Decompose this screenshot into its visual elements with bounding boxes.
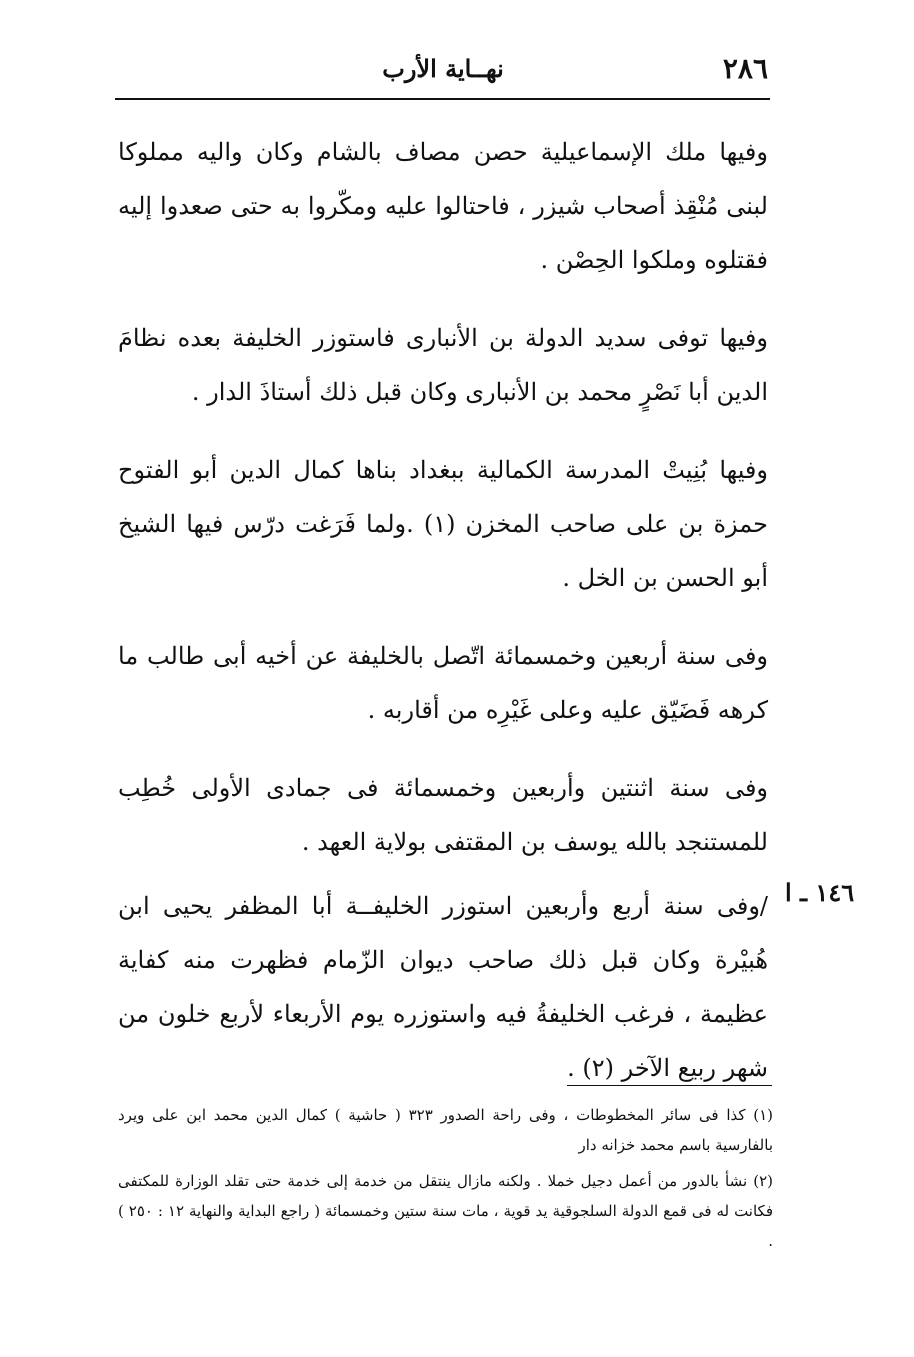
footnote: (١) كذا فى سائر المخطوطات ، وفى راحة الصدور ٣٢٣ ( حاشية ) كمال الدين محمد ابن على ويرد بالفارسية باسم محمد خزانه دار	[118, 1106, 774, 1154]
footnote-rule	[567, 1085, 772, 1086]
manuscript-folio-marker: ١٤٦ ـ ا	[785, 878, 855, 907]
paragraph: /وفى سنة أربع وأربعين استوزر الخليفــة أبا المظفر يحيى ابن هُبيْرة وكان قبل ذلك صاحب ديوان الزّمام فظهرت منه كفاية عظيمة ، فرغب الخليفةُ فيه واستوزره يوم الأربعاء لأربع خلون من شهر ربيع الآخر (٢) .	[118, 892, 768, 1082]
footnote: (٢) نشأ بالدور من أعمل دجيل خملا . ولكنه مازال ينتقل من خدمة إلى خدمة حتى تقلد الوزارة للمكتفى فكانت له فى قمع الدولة السلجوقية يد قوية ، مات سنة ستين وخمسمائة ( راجع البداية والنهاية ١٢ : ٢٥٠ ) .	[118, 1172, 773, 1250]
page-header	[118, 52, 768, 92]
paragraph: وفى سنة اثنتين وأربعين وخمسمائة فى جمادى الأولى خُطِب للمستنجد بالله يوسف بن المقتفى بولاية العهد .	[118, 774, 768, 856]
paragraph: وفيها توفى سديد الدولة بن الأنبارى فاستوزر الخليفة بعده نظامَ الدين أبا نَصْرٍ محمد بن الأنبارى وكان قبل ذلك أستاذَ الدار .	[118, 324, 768, 406]
paragraph: وفى سنة أربعين وخمسمائة اتّصل بالخليفة عن أخيه أبى طالب ما كرهه فَضَيّق عليه وعلى غَيْرِه من أقاربه .	[118, 642, 769, 724]
footnotes	[118, 1100, 773, 1262]
paragraph: وفيها بُنِيتْ المدرسة الكمالية ببغداد بناها كمال الدين أبو الفتوح حمزة بن على صاحب المخزن (١) .ولما فَرَغت درّس فيها الشيخ أبو الحسن بن الخل .	[118, 456, 768, 592]
main-text	[118, 125, 768, 1107]
running-title: نهــاية الأرب	[382, 54, 504, 83]
paragraph: وفيها ملك الإسماعيلية حصن مصاف بالشام وكان واليه مملوكا لبنى مُنْقِذ أصحاب شيزر ، فاحتالوا عليه ومكّروا به حتى صعدوا إليه فقتلوه وملكوا الحِصْن .	[118, 138, 768, 274]
page-number: ٢٨٦	[722, 52, 768, 85]
header-rule	[115, 98, 770, 100]
